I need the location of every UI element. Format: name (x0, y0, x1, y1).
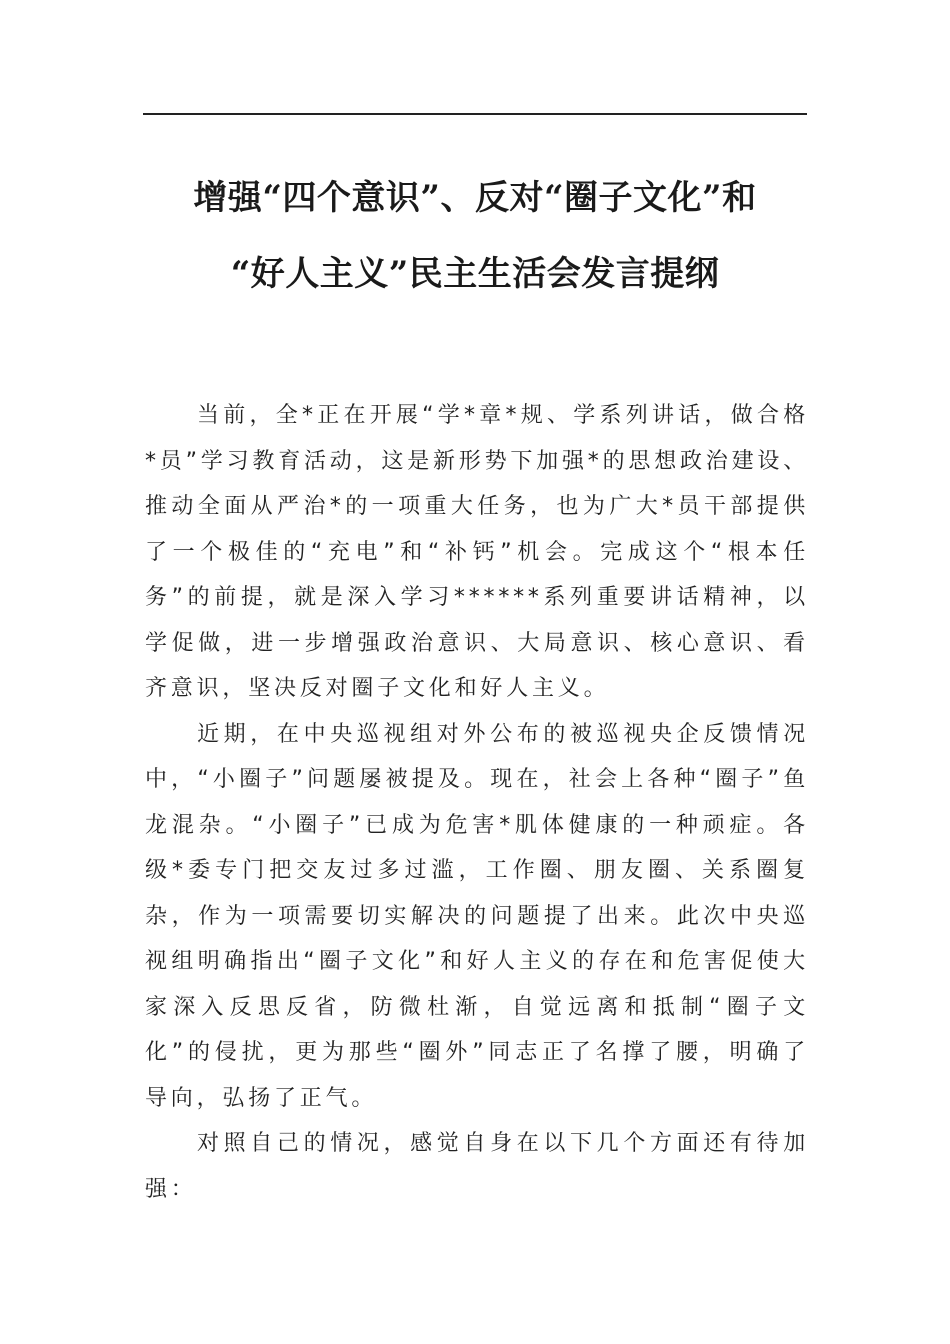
title-line-1: 增强“四个意识”、反对“圈子文化”和 (193, 178, 757, 218)
paragraph-self-review: 对照自己的情况，感觉自身在以下几个方面还有待加强： (145, 1131, 809, 1202)
paragraph-intro: 当前，全*正在开展“学*章*规、学系列讲话，做合格*员”学习教育活动，这是新形势下加强*的思想政治建设、推动全面从严治*的一项重大任务，也为广大*员干部提供了一个极佳的“充电”和“补钙”机会。完成这个“根本任务”的前提，就是深入学习******系列重要讲话精神，以学促做，进一步增强政治意识、大局意识、核心意识、看齐意识，坚决反对圈子文化和好人主义。 (145, 403, 809, 701)
title-line-2: “好人主义”民主生活会发言提纲 (230, 254, 720, 294)
header-rule (143, 113, 807, 115)
document-title (100, 160, 850, 312)
paragraph-circle-problem: 近期，在中央巡视组对外公布的被巡视央企反馈情况中，“小圈子”问题屡被提及。现在，社会上各种“圈子”鱼龙混杂。“小圈子”已成为危害*肌体健康的一种顽症。各级*委专门把交友过多过滥，工作圈、朋友圈、关系圈复杂，作为一项需要切实解决的问题提了出来。此次中央巡视组明确指出“圈子文化”和好人主义的存在和危害促使大家深入反思反省，防微杜渐，自觉远离和抵制“圈子文化”的侵扰，更为那些“圈外”同志正了名撑了腰，明确了导向，弘扬了正气。 (145, 721, 809, 1111)
document-body (145, 393, 809, 1212)
